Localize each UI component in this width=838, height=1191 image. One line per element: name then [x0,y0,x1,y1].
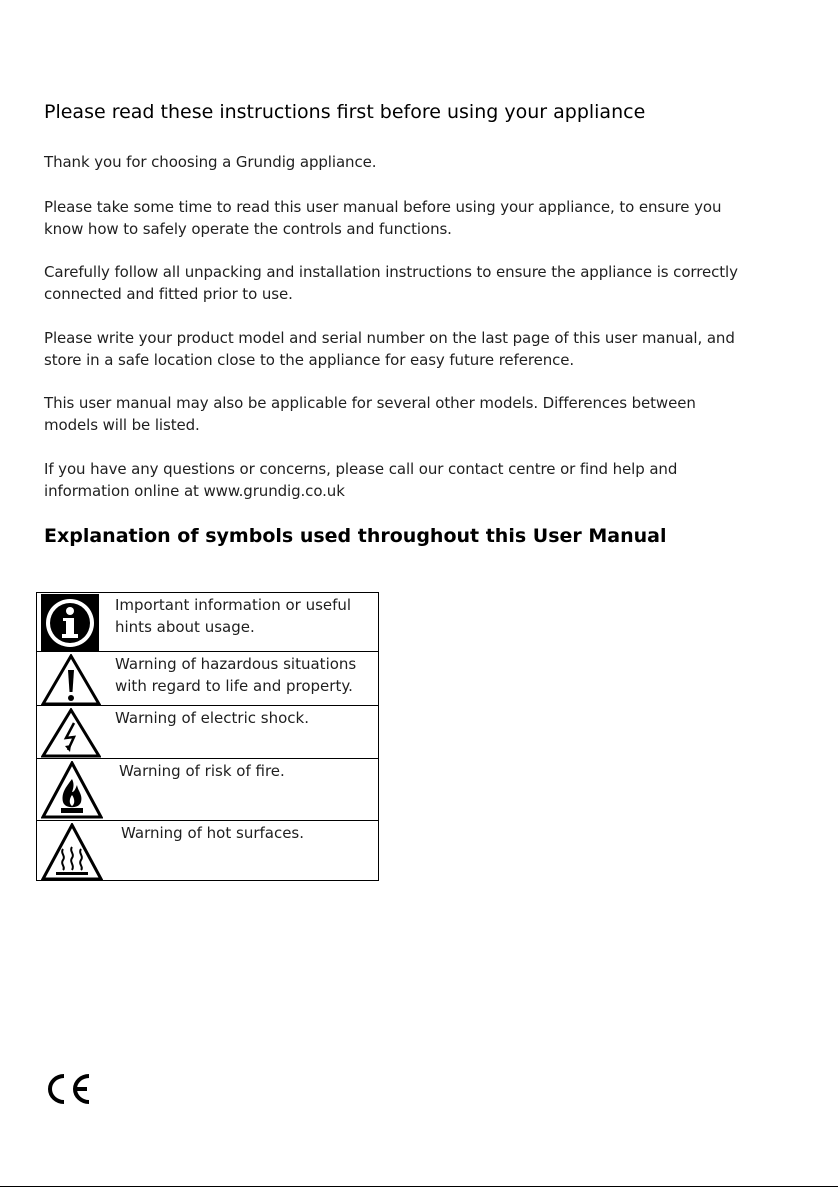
paragraph-line: Please write your product model and serial number on the last page of this user manual, and [44,329,735,347]
symbol-row-hot-surface [37,820,378,882]
fire-hazard-icon [41,761,103,819]
symbol-row-electric [37,705,378,758]
bottom-divider [0,1186,838,1187]
ce-mark-icon [44,1071,92,1107]
paragraph-line: know how to safely operate the controls and functions. [44,220,452,238]
electric-shock-icon [41,708,101,758]
paragraph-line: Thank you for choosing a Grundig appliance. [44,153,377,171]
symbol-text-line: hints about usage. [115,618,255,636]
info-icon [41,594,99,651]
paragraph-line: Carefully follow all unpacking and installation instructions to ensure the appliance is correctly [44,263,738,281]
symbol-description [119,760,285,782]
intro-paragraph-contact [44,458,814,502]
symbol-text-line: with regard to life and property. [115,677,353,695]
symbol-description [121,822,304,844]
intro-paragraph-thanks [44,151,814,173]
paragraph-line: connected and fitted prior to use. [44,285,293,303]
intro-paragraph-read-manual [44,196,814,240]
symbols-table [36,592,379,881]
symbols-section-title: Explanation of symbols used throughout this User Manual [44,525,667,547]
paragraph-line: This user manual may also be applicable for several other models. Differences between [44,394,696,412]
warning-exclamation-icon [41,654,101,706]
paragraph-line: information online at www.grundig.co.uk [44,482,345,500]
symbol-description [115,653,356,697]
hot-surface-icon [41,823,103,881]
paragraph-line: store in a safe location close to the appliance for easy future reference. [44,351,575,369]
symbol-description [115,707,309,729]
page-title: Please read these instructions first before using your appliance [44,101,646,123]
symbol-text-line: Warning of hazardous situations [115,655,357,673]
intro-paragraph-serial-number [44,327,814,371]
symbol-text-line: Warning of risk of fire. [119,762,285,780]
symbol-text-line: Warning of electric shock. [115,709,309,727]
paragraph-line: Please take some time to read this user manual before using your appliance, to ensure you [44,198,722,216]
symbol-row-fire [37,758,378,820]
paragraph-line: If you have any questions or concerns, please call our contact centre or find help and [44,460,678,478]
intro-paragraph-installation [44,261,814,305]
intro-paragraph-other-models [44,392,814,436]
symbol-text-line: Warning of hot surfaces. [121,824,305,842]
symbol-text-line: Important information or useful [115,596,352,614]
symbol-row-hazard [37,651,378,705]
symbol-row-info [37,593,378,651]
symbol-description [115,594,351,638]
paragraph-line: models will be listed. [44,416,200,434]
